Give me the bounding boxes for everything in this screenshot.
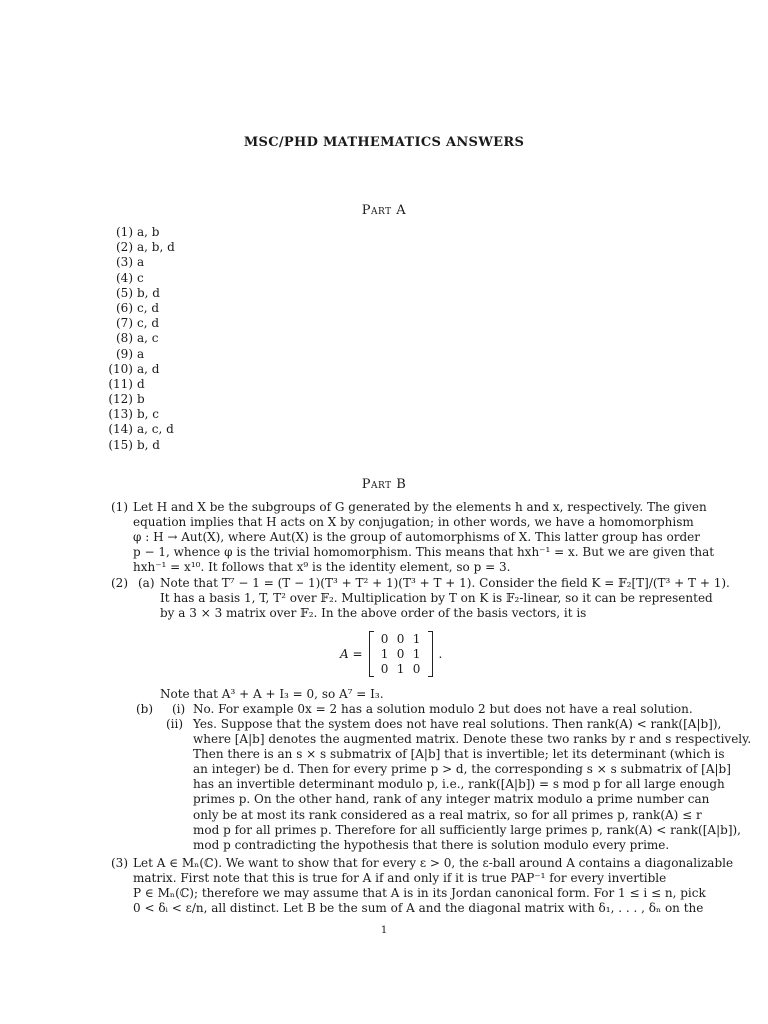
text-line: where [A|b] denotes the augmented matrix. Denote these two ranks by r and s respectively.: [193, 732, 752, 747]
answer-choices: a, c, d: [137, 422, 174, 437]
matrix-entry: 0: [396, 631, 405, 646]
matrix-entry: 1: [380, 646, 389, 661]
answer-row: [103, 407, 175, 422]
text-line: mod p contradicting the hypothesis that there is solution modulo every prime.: [193, 837, 670, 852]
text-line: It has a basis 1, T, T² over 𝔽₂. Multiplication by T on K is 𝔽₂-linear, so it can be represented: [160, 591, 713, 606]
answer-row: [103, 347, 175, 362]
answer-row: [103, 286, 175, 301]
q2a-answer-text: [160, 576, 730, 621]
answer-number: (5): [116, 285, 133, 300]
answer-choices: b, d: [137, 285, 160, 300]
matrix-entry: 1: [396, 661, 405, 676]
answer-choices: b, c: [137, 407, 160, 422]
answer-row: [103, 271, 175, 286]
matrix-entry: 0: [380, 631, 389, 646]
answer-choices: a, c: [137, 331, 159, 346]
answer-number: (8): [116, 331, 133, 346]
matrix-entries: [374, 632, 428, 677]
answer-row: [103, 377, 175, 392]
matrix-lhs: A =: [340, 647, 363, 661]
answer-row: [103, 316, 175, 331]
q1-label: (1): [111, 500, 128, 514]
q2a-note: Note that A³ + A + I₃ = 0, so A⁷ = I₃.: [160, 687, 384, 701]
q2b-label: (b): [136, 702, 154, 716]
answer-number: (1): [116, 225, 133, 239]
matrix-entry: 1: [412, 646, 421, 661]
answer-number: (9): [116, 346, 133, 361]
answer-row: [103, 392, 175, 407]
matrix-end: .: [438, 647, 443, 661]
matrix-entry: 0: [396, 646, 405, 661]
answer-number: (12): [108, 392, 133, 407]
answer-choices: a, d: [137, 361, 160, 376]
answer-choices: c, d: [137, 300, 160, 315]
page-number: 1: [380, 925, 388, 936]
q2b-i-text: No. For example 0x = 2 has a solution modulo 2 but does not have a real solution.: [193, 702, 693, 716]
answer-number: (15): [108, 437, 133, 452]
answer-choices: b: [137, 392, 145, 407]
matrix-entry: 0: [380, 661, 389, 676]
text-line: equation implies that H acts on X by conjugation; in other words, we have a homomorphism: [133, 515, 694, 530]
text-line: hxh⁻¹ = x¹⁰. It follows that x⁹ is the identity element, so p = 3.: [133, 560, 511, 575]
answer-choices: a: [137, 346, 145, 361]
answer-row: [103, 331, 175, 346]
q2-label: (2): [111, 576, 128, 590]
part-a-answer-list: [103, 225, 175, 453]
answer-number: (7): [116, 316, 133, 331]
text-line: an integer) be d. Then for every prime p > d, the corresponding s × s submatrix of [A|b]: [193, 762, 731, 777]
q3-label: (3): [111, 856, 128, 870]
q2b-i-label: (i): [172, 702, 186, 716]
q2a-label: (a): [138, 576, 155, 590]
page-title: MSC/PHD MATHEMATICS ANSWERS: [243, 135, 525, 150]
answer-row: [103, 301, 175, 316]
q1-answer-text: [133, 500, 715, 575]
answer-row: [103, 362, 175, 377]
text-line: mod p for all primes p. Therefore for all sufficiently large primes p, rank(A) < rank([A|b]),: [193, 822, 741, 837]
text-line: has an invertible determinant modulo p, i.e., rank([A|b]) = s mod p for all large enough: [193, 777, 725, 792]
text-line: Note that T⁷ − 1 = (T − 1)(T³ + T² + 1)(T³ + T + 1). Consider the field K = 𝔽₂[T]/(T³ + T + 1).: [160, 576, 730, 590]
answer-number: (4): [116, 270, 133, 285]
text-line: φ : H → Aut(X), where Aut(X) is the group of automorphisms of X. This latter group has order: [133, 530, 701, 545]
answer-number: (3): [116, 255, 133, 270]
answer-row: [103, 422, 175, 437]
text-line: primes p. On the other hand, rank of any integer matrix modulo a prime number can: [193, 792, 710, 807]
text-line: Let A ∈ Mₙ(ℂ). We want to show that for every ε > 0, the ε-ball around A contains a diagonalizable: [133, 856, 734, 870]
text-line: matrix. First note that this is true for A if and only if it is true PAP⁻¹ for every invertible: [133, 871, 667, 886]
answer-choices: a, b, d: [137, 240, 175, 255]
answer-choices: c, d: [137, 316, 160, 331]
text-line: by a 3 × 3 matrix over 𝔽₂. In the above order of the basis vectors, it is: [160, 606, 587, 621]
q2b-ii-label: (ii): [166, 717, 184, 731]
answer-row: [103, 438, 175, 453]
matrix-entry: 1: [412, 631, 421, 646]
answer-number: (14): [108, 422, 133, 437]
text-line: Let H and X be the subgroups of G generated by the elements h and x, respectively. The given: [133, 500, 707, 514]
answer-choices: c: [137, 270, 144, 285]
text-line: Yes. Suppose that the system does not have real solutions. Then rank(A) < rank([A|b]),: [193, 717, 722, 731]
text-line: Then there is an s × s submatrix of [A|b] that is invertible; let its determinant (which is: [193, 747, 725, 762]
matrix-entry: 0: [412, 661, 421, 676]
answer-number: (11): [108, 376, 133, 391]
text-line: P ∈ Mₙ(ℂ); therefore we may assume that A is in its Jordan canonical form. For 1 ≤ i ≤ n, pick: [133, 886, 706, 901]
q2b-ii-answer-text: [193, 717, 752, 853]
answer-number: (10): [108, 361, 133, 376]
matrix-equation: [340, 631, 442, 677]
answer-choices: a, b: [137, 225, 160, 239]
text-line: 0 < δᵢ < ε/n, all distinct. Let B be the sum of A and the diagonal matrix with δ₁, . . . , δₙ on the: [133, 901, 704, 916]
answer-row: [103, 240, 175, 255]
text-line: p − 1, whence φ is the trivial homomorphism. This means that hxh⁻¹ = x. But we are given that: [133, 545, 715, 560]
answer-choices: a: [137, 255, 145, 270]
answer-row: [103, 255, 175, 270]
answer-number: (13): [108, 407, 133, 422]
part-b-heading: Part B: [361, 477, 407, 492]
matrix-right-bracket: [428, 631, 433, 677]
answer-number: (6): [116, 300, 133, 315]
part-a-heading: Part A: [361, 203, 407, 218]
answer-choices: b, d: [137, 437, 160, 452]
q3-answer-text: [133, 856, 734, 916]
answer-row: [103, 225, 175, 240]
answer-number: (2): [116, 240, 133, 255]
text-line: only be at most its rank considered as a real matrix, so for all primes p, rank(A) ≤ r: [193, 807, 702, 822]
answer-choices: d: [137, 376, 145, 391]
